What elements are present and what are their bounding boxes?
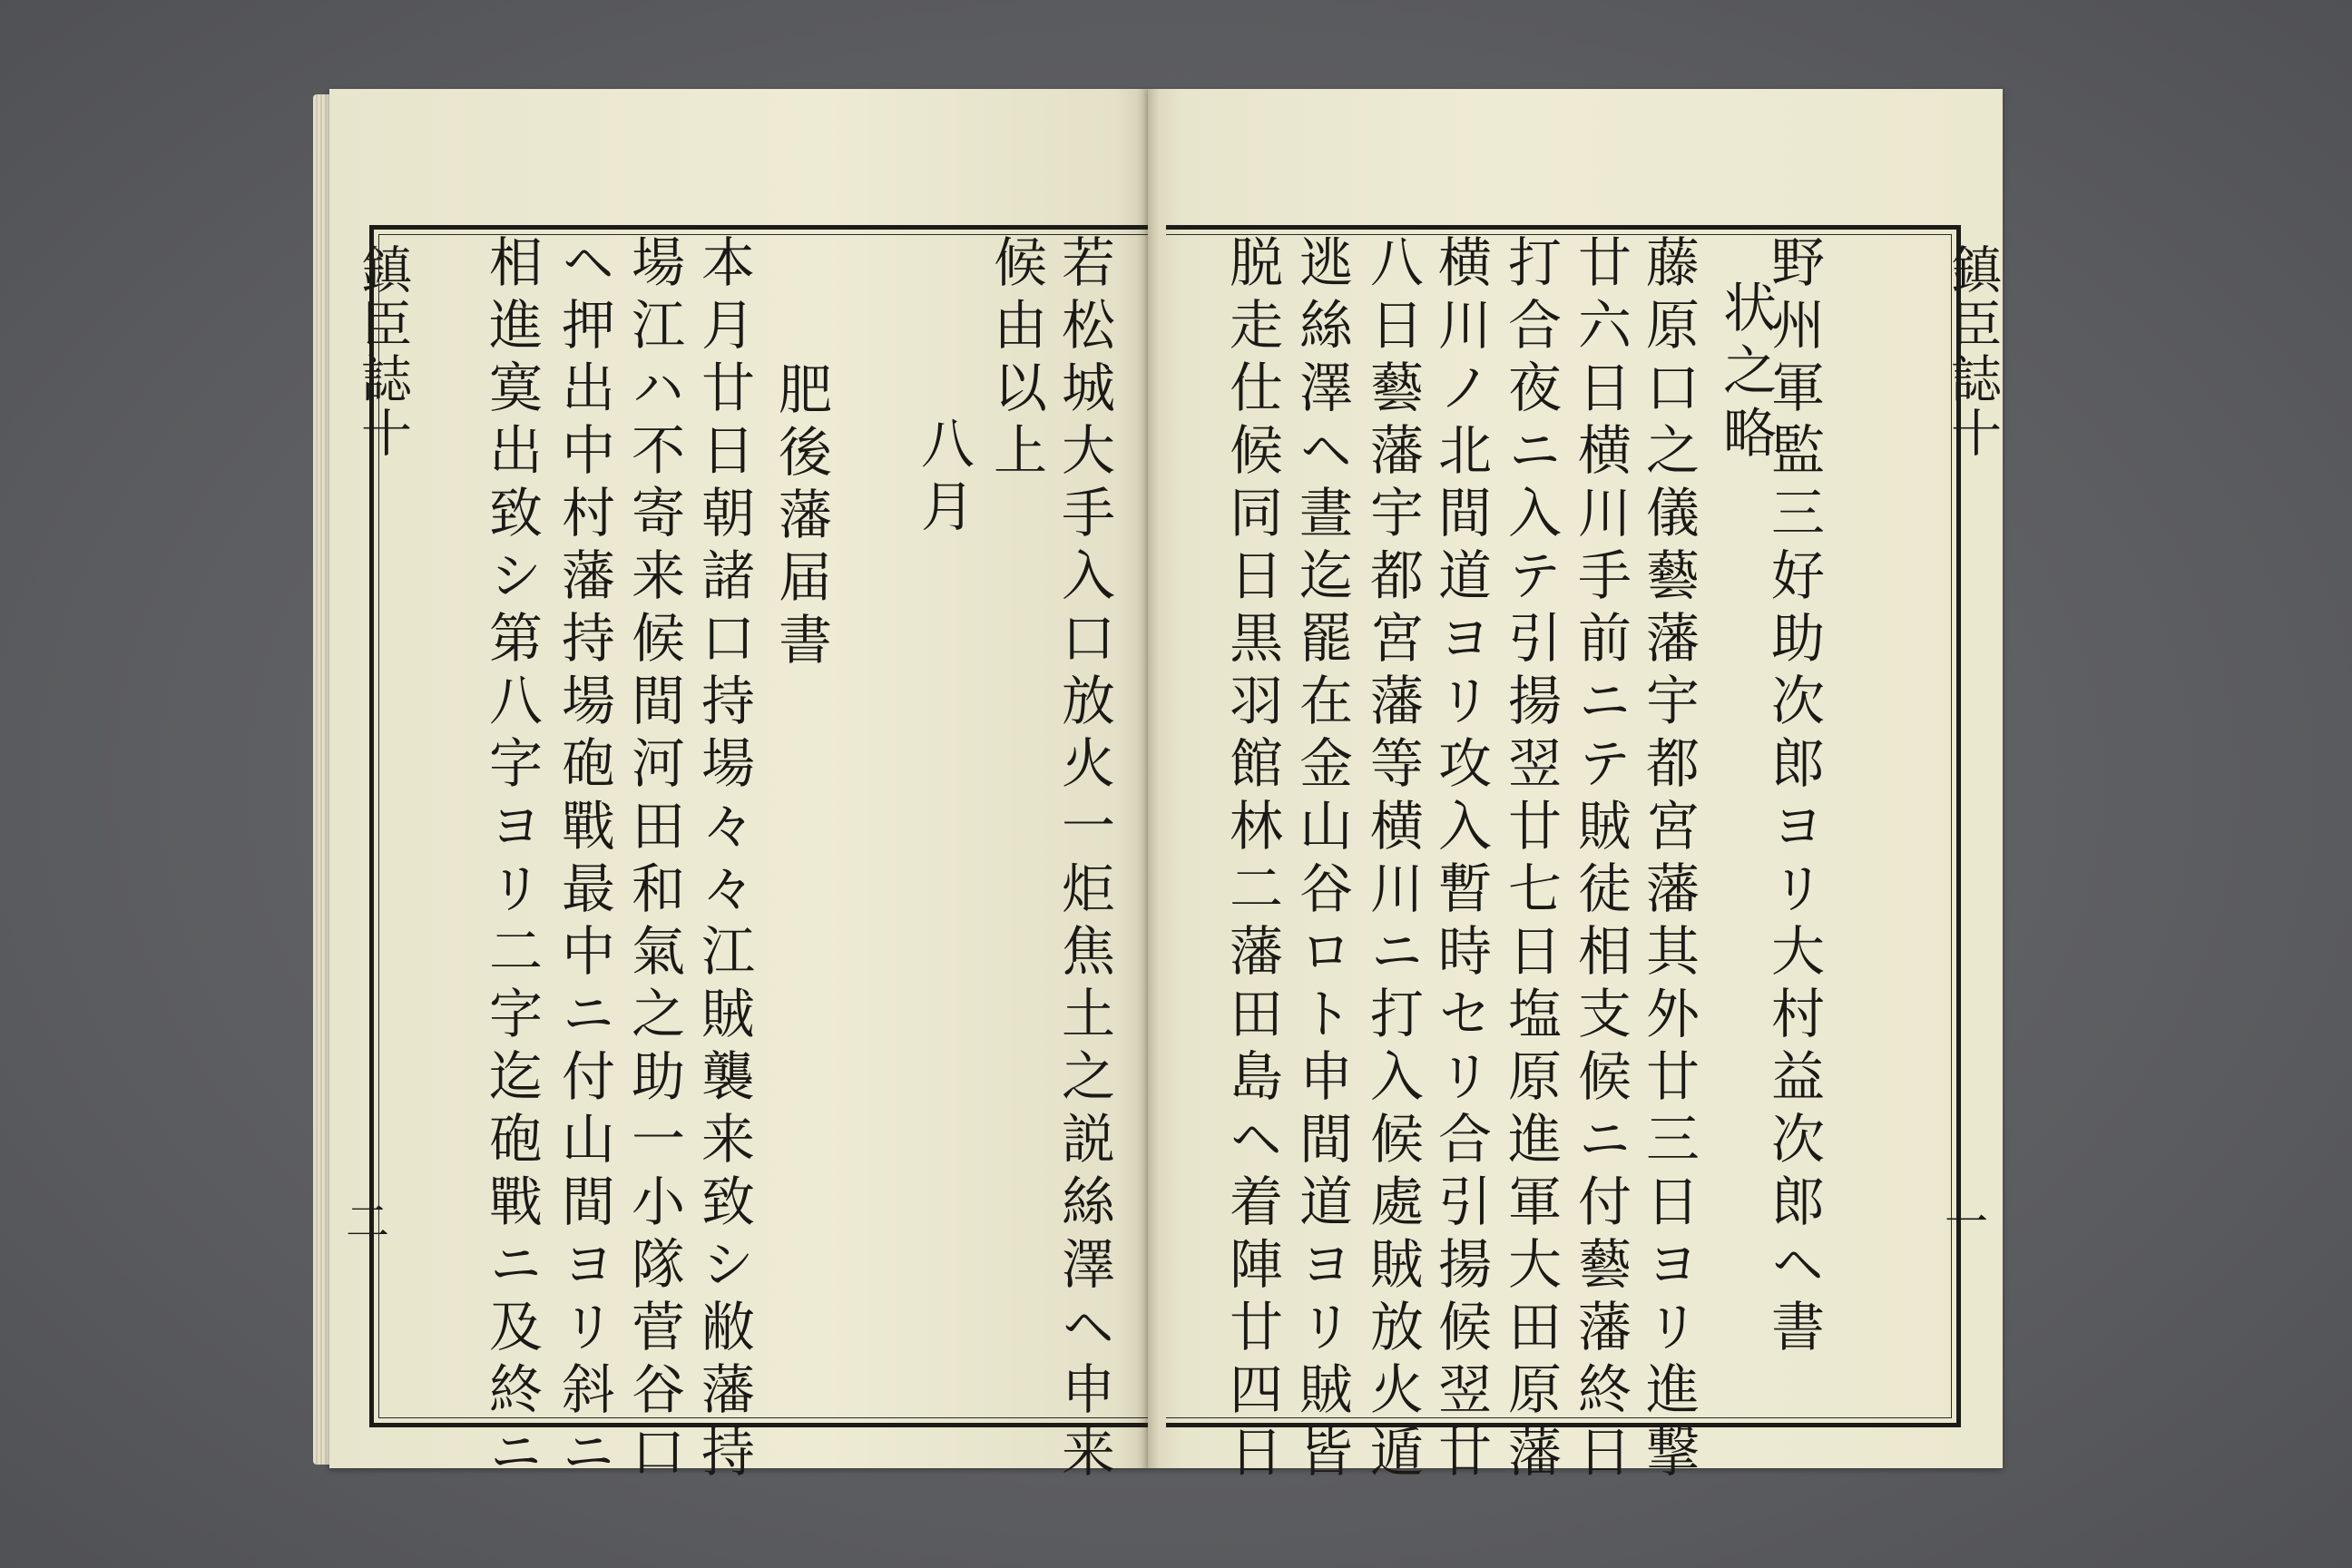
right-column-7: 八日藝藩宇都宮藩等横川ニ打入候處賊放火遁 (1361, 234, 1424, 1486)
left-column-5: 本月廿日朝諸口持場々々江賊襲来致シ敝藩持 (692, 234, 755, 1486)
right-margin-page-number: 一 (1945, 1197, 1989, 1248)
right-column-6: 横川ノ北間道ヨリ攻入暫時セリ合引揚候翌廿 (1429, 234, 1492, 1486)
left-column-2: 候由以上 (985, 234, 1047, 485)
open-book (313, 89, 2003, 1486)
left-column-1: 若松城大手入口放火一炬焦土之説絲澤ヘ申来 (1053, 234, 1115, 1486)
right-column-5: 打合夜ニ入テ引揚翌廿七日塩原進軍大田原藩 (1499, 234, 1562, 1486)
right-column-8: 逃絲澤ヘ晝迄罷在金山谷ロト申間道ヨリ賊皆 (1290, 234, 1353, 1486)
right-text-frame (1166, 225, 1961, 1427)
right-margin-title: 鎮臣誌十 (1943, 243, 2002, 461)
left-column-6: 場江ハ不寄来候間河田和氣之助一小隊菅谷口 (622, 234, 685, 1486)
left-column-4: 肥後藩届書 (769, 361, 832, 674)
right-column-4: 廿六日横川手前ニテ賊徒相支候ニ付藝藩終日 (1569, 234, 1632, 1486)
left-margin-title: 鎮臣誌十 (353, 243, 412, 461)
right-column-9: 脱走仕候同日黒羽館林二藩田島ヘ着陣廿四日 (1220, 234, 1283, 1486)
right-column-2: 状之略 (1714, 279, 1777, 467)
left-column-3: 八月 (912, 416, 975, 541)
left-margin-page-number: 二 (346, 1197, 390, 1248)
left-column-8: 相進寞出致シ第八字ヨリ二字迄砲戰ニ及終ニ (480, 234, 543, 1486)
right-column-1: 野州軍監三好助次郎ヨリ大村益次郎ヘ書 (1762, 234, 1825, 1361)
left-column-7: ヘ押出中村藩持場砲戰最中ニ付山間ヨリ斜ニ (553, 234, 615, 1486)
right-column-3: 藤原口之儀藝藩宇都宮藩其外廿三日ヨリ進撃 (1637, 234, 1700, 1486)
